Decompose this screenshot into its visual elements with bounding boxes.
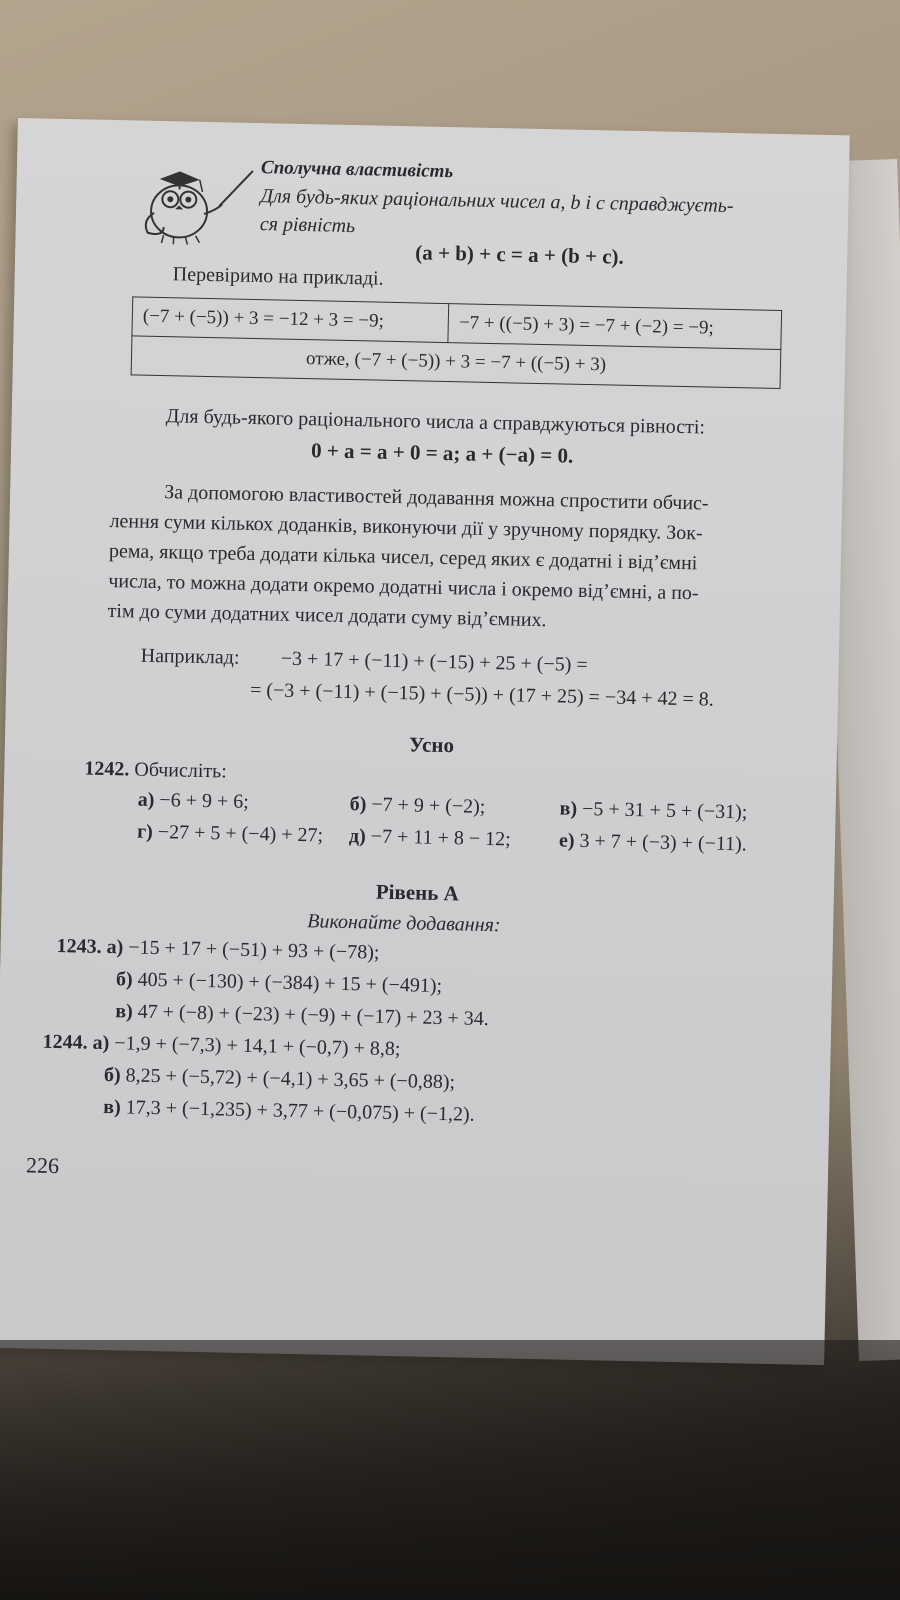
oral-item-d <box>349 823 511 852</box>
oral-item-b <box>349 791 485 820</box>
item-label: а) <box>92 1031 110 1055</box>
page-number: 226 <box>25 1152 60 1179</box>
task-number: 1244. <box>42 1030 88 1054</box>
oral-item-e <box>559 827 747 857</box>
associative-formula: (a + b) + c = a + (b + c). <box>415 240 625 269</box>
item-expression: −7 + 11 + 8 − 12; <box>370 825 511 851</box>
item-expression: −15 + 17 + (−51) + 93 + (−78); <box>128 936 380 964</box>
task-1243-b <box>116 966 443 999</box>
task-1244-v <box>103 1094 475 1128</box>
textbook-page <box>0 118 850 1365</box>
oral-item-a <box>137 787 249 815</box>
item-label: б) <box>103 1064 121 1087</box>
task-1243-v <box>115 998 489 1032</box>
check-intro: Перевіримо на прикладі. <box>172 263 384 290</box>
oral-item-v <box>559 795 747 825</box>
task-number: 1242. <box>84 757 130 781</box>
example-conclusion-cell: отже, (−7 + (−5)) + 3 = −7 + ((−5) + 3) <box>131 336 781 389</box>
item-expression: 8,25 + (−5,72) + (−4,1) + 3,65 + (−0,88); <box>125 1064 456 1094</box>
item-label: в) <box>103 1096 122 1119</box>
item-label: д) <box>348 825 367 848</box>
paragraph-line-1: За допомогою властивостей додавання можна спростити обчис- <box>163 481 709 515</box>
item-expression: −5 + 31 + 5 + (−31); <box>581 797 748 824</box>
item-label: е) <box>558 829 575 852</box>
paragraph-line-2: лення суми кількох доданків, виконуючи дії у зручному порядку. Зок- <box>109 510 703 545</box>
example-line-2: = (−3 + (−11) + (−15) + (−5)) + (17 + 25) = −34 + 42 = 8. <box>249 678 714 711</box>
property-statement-line1: Для будь-яких раціональних чисел a, b і c справджуєть- <box>260 185 734 218</box>
task-text: Обчисліть: <box>134 758 228 783</box>
paragraph-line-5: тім до суми додатних чисел додати суму від’ємних. <box>107 599 547 632</box>
oral-item-g <box>137 819 324 849</box>
oral-heading: Усно <box>408 732 455 758</box>
item-expression: −6 + 9 + 6; <box>159 789 250 813</box>
item-expression: 3 + 7 + (−3) + (−11). <box>579 829 748 856</box>
task-1242 <box>84 756 227 785</box>
item-label: б) <box>349 793 367 816</box>
example-left-cell: (−7 + (−5)) + 3 = −12 + 3 = −9; <box>132 297 449 343</box>
item-expression: 47 + (−8) + (−23) + (−9) + (−17) + 23 + 34. <box>137 1000 490 1031</box>
zero-rule-formula: 0 + a = a + 0 = a; a + (−a) = 0. <box>310 438 574 468</box>
example-line-1: −3 + 17 + (−11) + (−15) + 25 + (−5) = <box>280 647 588 677</box>
level-a-instruction: Виконайте додавання: <box>307 910 501 937</box>
level-a-heading: Рівень А <box>375 879 460 906</box>
item-label: а) <box>106 936 124 959</box>
example-table <box>131 296 783 389</box>
desk-shadow <box>0 1340 900 1600</box>
item-label: б) <box>115 968 133 991</box>
task-1244-a <box>42 1029 400 1062</box>
task-1244-b <box>104 1062 456 1095</box>
property-statement-line2: ся рівність <box>259 213 356 238</box>
item-expression: 405 + (−130) + (−384) + 15 + (−491); <box>137 968 443 998</box>
item-label: а) <box>137 788 155 812</box>
paragraph-line-4: числа, то можна додати окремо додатні числа і окремо від’ємні, а по- <box>108 569 699 605</box>
zero-rule-text: Для будь-якого раціонального числа a справджуються рівності: <box>165 405 706 439</box>
item-expression: 17,3 + (−1,235) + 3,77 + (−0,075) + (−1,2). <box>125 1096 475 1126</box>
task-number: 1243. <box>56 934 102 958</box>
item-expression: −27 + 5 + (−4) + 27; <box>157 821 324 847</box>
item-label: в) <box>559 797 578 820</box>
example-right-cell: −7 + ((−5) + 3) = −7 + (−2) = −9; <box>448 304 782 350</box>
owl-teacher-icon <box>133 150 255 247</box>
item-expression: −1,9 + (−7,3) + 14,1 + (−0,7) + 8,8; <box>114 1032 401 1061</box>
item-label: в) <box>115 1000 134 1023</box>
paragraph-line-3: рема, якщо треба додати кілька чисел, серед яких є додатні і від’ємні <box>108 540 698 575</box>
property-title: Сполучна властивість <box>260 157 454 183</box>
item-label: г) <box>136 820 154 843</box>
item-expression: −7 + 9 + (−2); <box>371 793 486 818</box>
example-label: Наприклад: <box>140 644 240 669</box>
task-1243-a <box>56 933 379 966</box>
